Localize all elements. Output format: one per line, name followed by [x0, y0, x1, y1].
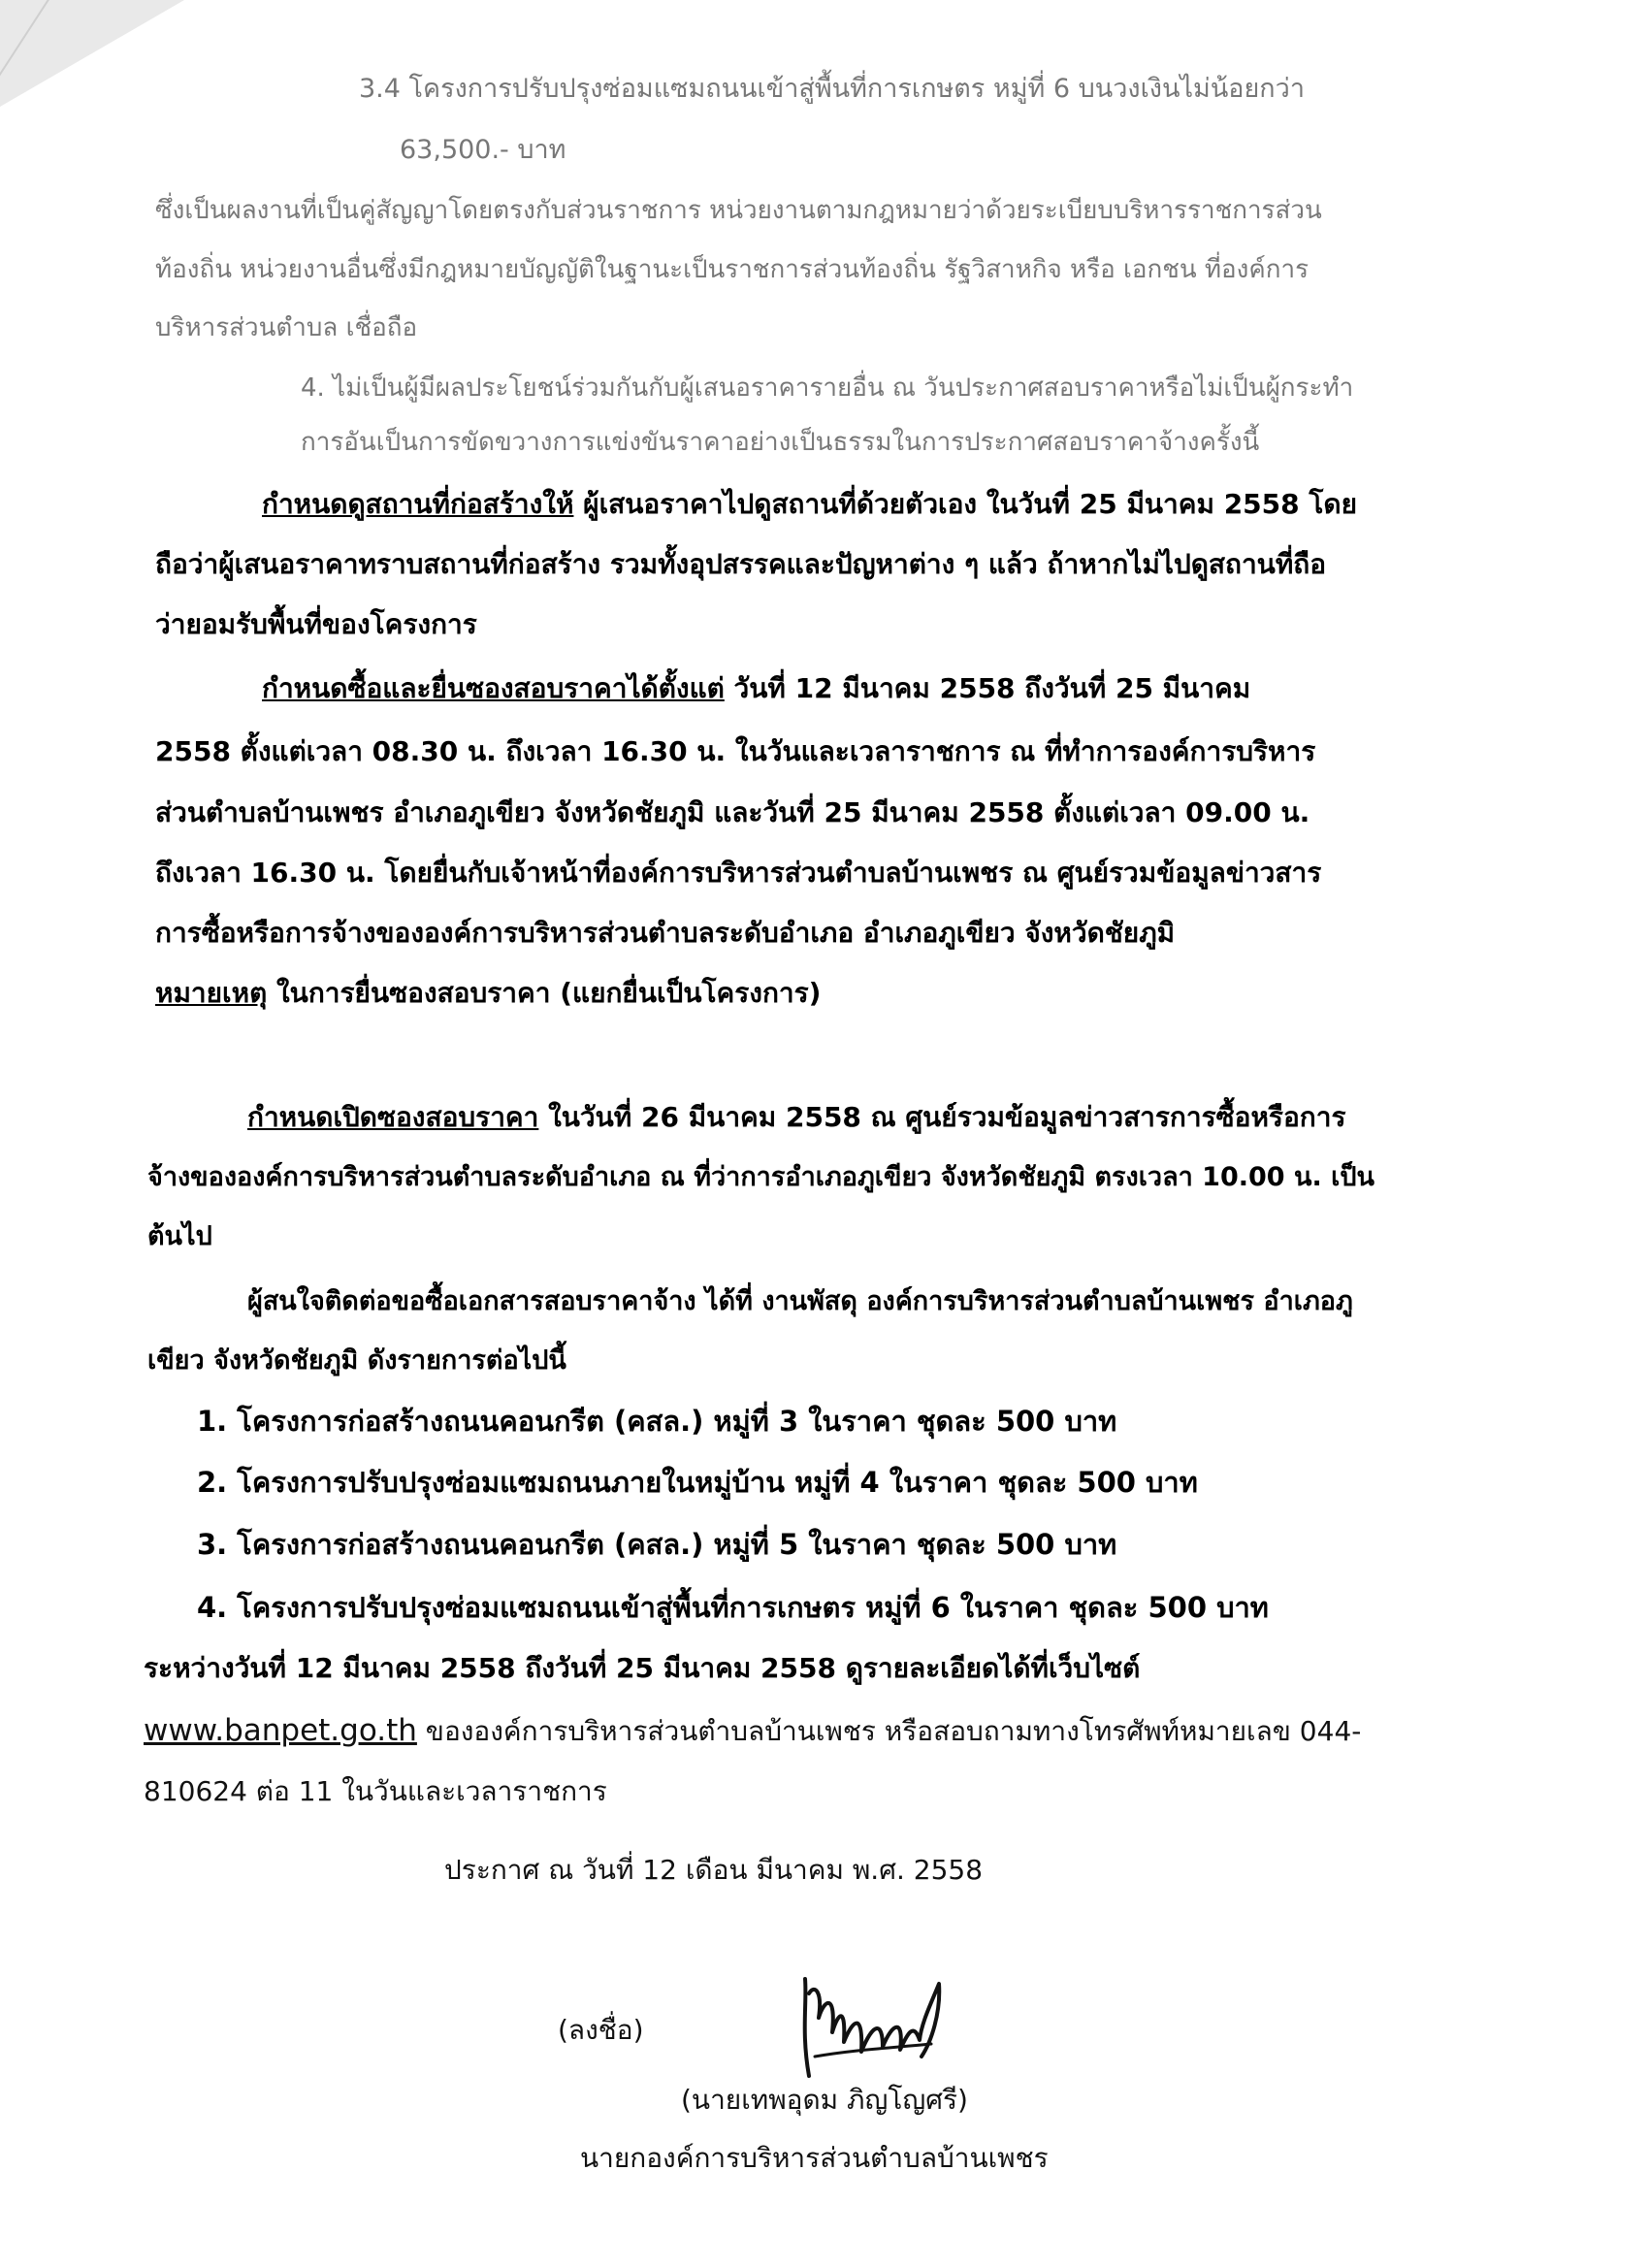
period-line2: [144, 1711, 1361, 1751]
purchase-line5: การซื้อหรือการจ้างขององค์การบริหารส่วนตำบลระดับอำเภอ อำเภอภูเขียว จังหวัดชัยภูมิ: [155, 917, 1176, 949]
announcement-date: ประกาศ ณ วันที่ 12 เดือน มีนาคม พ.ศ. 2558: [444, 1854, 984, 1886]
opening-line3: ต้นไป: [147, 1221, 212, 1251]
purchase-line3: ส่วนตำบลบ้านเพชร อำเภอภูเขียว จังหวัดชัยภูมิ และวันที่ 25 มีนาคม 2558 ตั้งแต่เวลา 09.00 น.: [155, 796, 1310, 828]
purchase-line4: ถึงเวลา 16.30 น. โดยยื่นกับเจ้าหน้าที่องค์การบริหารส่วนตำบลบ้านเพชร ณ ศูนย์รวมข้อมูลข่าวสาร: [155, 857, 1322, 889]
item-3-4-line2: 63,500.- บาท: [400, 135, 566, 165]
interested-line2: เขียว จังหวัดชัยภูมิ ดังรายการต่อไปนี้: [147, 1345, 566, 1376]
site-visit-line1: [262, 485, 1357, 524]
qualification-4-line2: การอันเป็นการขัดขวางการแข่งขันราคาอย่างเป็นธรรมในการประกาศสอบราคาจ้างครั้งนี้: [301, 428, 1260, 457]
qualification-3-line3: บริหารส่วนตำบล เชื่อถือ: [155, 313, 418, 342]
note-text: ในการยื่นซองสอบราคา (แยกยื่นเป็นโครงการ): [267, 977, 822, 1009]
opening-text: ในวันที่ 26 มีนาคม 2558 ณ ศูนย์รวมข้อมูลข่าวสารการซื้อหรือการ: [538, 1101, 1346, 1133]
opening-heading: กำหนดเปิดซองสอบราคา: [247, 1101, 539, 1133]
note-line: [155, 974, 821, 1013]
site-visit-heading: กำหนดดูสถานที่ก่อสร้างให้: [262, 488, 574, 520]
signatory-position: นายกองค์การบริหารส่วนตำบลบ้านเพชร: [580, 2142, 1049, 2174]
period-line1: ระหว่างวันที่ 12 มีนาคม 2558 ถึงวันที่ 25 มีนาคม 2558 ดูรายละเอียดได้ที่เว็บไซต์: [144, 1652, 1141, 1684]
period-line3: 810624 ต่อ 11 ในวันและเวลาราชการ: [144, 1775, 607, 1807]
project-item: 4. โครงการปรับปรุงซ่อมแซมถนนเข้าสู่พื้นที่การเกษตร หมู่ที่ 6 ในราคา ชุดละ 500 บาท: [197, 1591, 1269, 1624]
period-contact-text: ขององค์การบริหารส่วนตำบลบ้านเพชร หรือสอบถามทางโทรศัพท์หมายเลข 044-: [416, 1715, 1362, 1747]
opening-line1: [247, 1098, 1346, 1137]
purchase-line1: [262, 669, 1250, 708]
signature-image: [786, 1964, 970, 2086]
item-3-4-line1: 3.4 โครงการปรับปรุงซ่อมแซมถนนเข้าสู่พื้นที่การเกษตร หมู่ที่ 6 บนวงเงินไม่น้อยกว่า: [359, 74, 1305, 104]
qualification-3-line1: ซึ่งเป็นผลงานที่เป็นคู่สัญญาโดยตรงกับส่วนราชการ หน่วยงานตามกฎหมายว่าด้วยระเบียบบริหารราชการส่วน: [155, 196, 1322, 225]
qualification-3-line2: ท้องถิ่น หน่วยงานอื่นซึ่งมีกฎหมายบัญญัติในฐานะเป็นราชการส่วนท้องถิ่น รัฐวิสาหกิจ หรือ เอกชน ที่องค์การ: [155, 255, 1310, 284]
site-visit-line2: ถือว่าผู้เสนอราคาทราบสถานที่ก่อสร้าง รวมทั้งอุปสรรคและปัญหาต่าง ๆ แล้ว ถ้าหากไม่ไปดูสถานที่ถือ: [155, 548, 1327, 580]
opening-line2: จ้างขององค์การบริหารส่วนตำบลระดับอำเภอ ณ ที่ว่าการอำเภอภูเขียว จังหวัดชัยภูมิ ตรงเวลา 10.00 น. เป็น: [147, 1162, 1374, 1192]
purchase-text: วันที่ 12 มีนาคม 2558 ถึงวันที่ 25 มีนาคม: [724, 672, 1251, 704]
folded-corner: [0, 0, 184, 107]
qualification-4-line1: 4. ไม่เป็นผู้มีผลประโยชน์ร่วมกันกับผู้เสนอราคารายอื่น ณ วันประกาศสอบราคาหรือไม่เป็นผู้กระทำ: [301, 373, 1354, 403]
interested-line1: ผู้สนใจติดต่อขอซื้อเอกสารสอบราคาจ้าง ได้ที่ งานพัสดุ องค์การบริหารส่วนตำบลบ้านเพชร อำเภอภู: [247, 1286, 1353, 1316]
website-link[interactable]: www.banpet.go.th: [144, 1713, 417, 1748]
signatory-name: (นายเทพอุดม ภิญโญศรี): [681, 2084, 968, 2116]
site-visit-text: ผู้เสนอราคาไปดูสถานที่ด้วยตัวเอง ในวันที่ 25 มีนาคม 2558 โดย: [573, 488, 1358, 520]
note-heading: หมายเหตุ: [155, 977, 268, 1009]
signature-label: (ลงชื่อ): [558, 2014, 644, 2046]
project-item: 3. โครงการก่อสร้างถนนคอนกรีต (คสล.) หมู่ที่ 5 ในราคา ชุดละ 500 บาท: [197, 1528, 1117, 1561]
project-item: 2. โครงการปรับปรุงซ่อมแซมถนนภายในหมู่บ้าน หมู่ที่ 4 ในราคา ชุดละ 500 บาท: [197, 1466, 1198, 1499]
site-visit-line3: ว่ายอมรับพื้นที่ของโครงการ: [155, 608, 477, 640]
purchase-line2: 2558 ตั้งแต่เวลา 08.30 น. ถึงเวลา 16.30 น. ในวันและเวลาราชการ ณ ที่ทำการองค์การบริหาร: [155, 735, 1316, 767]
purchase-heading: กำหนดซื้อและยื่นซองสอบราคาได้ตั้งแต่: [262, 672, 725, 704]
project-item: 1. โครงการก่อสร้างถนนคอนกรีต (คสล.) หมู่ที่ 3 ในราคา ชุดละ 500 บาท: [197, 1405, 1117, 1438]
